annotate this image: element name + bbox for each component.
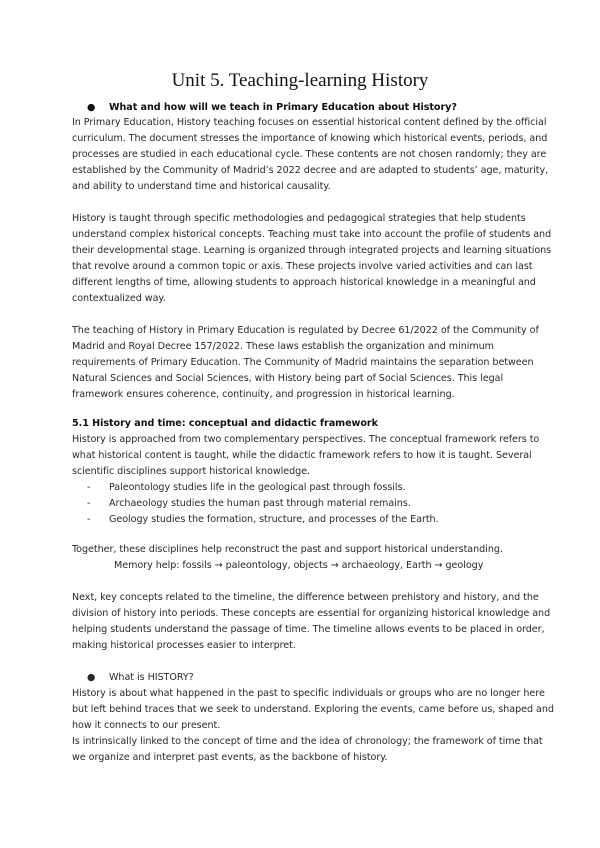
text-line: that revolve around a common topic or axis. These projects involve varied activities and can last bbox=[72, 261, 533, 272]
paragraph-3 bbox=[72, 323, 542, 403]
paragraph-4 bbox=[72, 432, 542, 528]
text-line: requirements of Primary Education. The Community of Madrid maintains the separation between bbox=[72, 357, 534, 368]
dash-icon: - bbox=[87, 482, 91, 493]
text-line: History is approached from two complementary perspectives. The conceptual framework refers to bbox=[72, 434, 540, 445]
list-item-text: Archaeology studies the human past through material remains. bbox=[109, 498, 411, 509]
section-heading bbox=[72, 100, 542, 116]
dash-icon: - bbox=[87, 514, 91, 525]
bullet-icon: ● bbox=[87, 102, 96, 113]
text-line: but left behind traces that we seek to understand. Exploring the events, came before us, shaped and bbox=[72, 704, 554, 715]
text-line: understand complex historical concepts. Teaching must take into account the profile of students and bbox=[72, 229, 552, 240]
text-line: Next, key concepts related to the timeline, the difference between prehistory and history, and the bbox=[72, 592, 539, 603]
heading-text: 5.1 History and time: conceptual and didactic framework bbox=[72, 418, 378, 429]
paragraph-5 bbox=[72, 542, 542, 574]
bullet-icon: ● bbox=[87, 672, 96, 683]
dash-icon: - bbox=[87, 498, 91, 509]
text-line: Natural Sciences and Social Sciences, with History being part of Social Sciences. This legal bbox=[72, 373, 504, 384]
text-line: scientific disciplines support historical knowledge. bbox=[72, 466, 311, 477]
memory-help: Memory help: fossils → paleontology, objects → archaeology, Earth → geology bbox=[114, 560, 484, 571]
paragraph-7 bbox=[72, 686, 554, 766]
text-line: curriculum. The document stresses the importance of knowing which historical events, periods, and bbox=[72, 133, 548, 144]
text-line: we organize and interpret past events, as the backbone of history. bbox=[72, 752, 388, 763]
text-line: Is intrinsically linked to the concept of time and the idea of chronology; the framework of time that bbox=[72, 736, 543, 747]
text-line: The teaching of History in Primary Education is regulated by Decree 61/2022 of the Community of bbox=[72, 325, 539, 336]
list-item bbox=[72, 512, 542, 528]
page-title: Unit 5. Teaching-learning History bbox=[171, 70, 429, 91]
paragraph-2 bbox=[72, 211, 552, 307]
text-line: established by the Community of Madrid’s 2022 decree and are adapted to students’ age, maturity, bbox=[72, 165, 549, 176]
text-line: making historical processes easier to interpret. bbox=[72, 640, 296, 651]
text-line: different lengths of time, allowing students to approach historical knowledge in a meaningful and bbox=[72, 277, 536, 288]
text-line: processes are studied in each educational cycle. These contents are not chosen randomly; they are bbox=[72, 149, 547, 160]
text-line: Together, these disciplines help reconstruct the past and support historical understanding. bbox=[72, 544, 503, 555]
text-line: History is taught through specific methodologies and pedagogical strategies that help students bbox=[72, 213, 526, 224]
text-line: division of history into periods. These concepts are essential for organizing historical knowledge and bbox=[72, 608, 551, 619]
section-heading bbox=[72, 416, 542, 432]
heading-text: What is HISTORY? bbox=[109, 672, 194, 683]
text-line: helping students understand the passage of time. The timeline allows events to be placed in order, bbox=[72, 624, 545, 635]
text-line: and ability to understand time and historical causality. bbox=[72, 181, 331, 192]
text-line: In Primary Education, History teaching focuses on essential historical content defined by the official bbox=[72, 117, 547, 128]
paragraph-6 bbox=[72, 590, 551, 654]
text-line: contextualized way. bbox=[72, 293, 166, 304]
text-line: History is about what happened in the past to specific individuals or groups who are no longer here bbox=[72, 688, 545, 699]
text-line: their developmental stage. Learning is organized through integrated projects and learning situations bbox=[72, 245, 552, 256]
section-heading bbox=[72, 670, 542, 686]
heading-text: What and how will we teach in Primary Education about History? bbox=[109, 102, 457, 113]
text-line: framework ensures coherence, continuity, and progression in historical learning. bbox=[72, 389, 455, 400]
text-line: how it connects to our present. bbox=[72, 720, 221, 731]
text-line: Madrid and Royal Decree 157/2022. These laws establish the organization and minimum bbox=[72, 341, 494, 352]
list-item bbox=[72, 496, 542, 512]
text-line: what historical content is taught, while the didactic framework refers to how it is taught. Several bbox=[72, 450, 532, 461]
paragraph-1 bbox=[72, 115, 549, 195]
list-item bbox=[72, 480, 542, 496]
list-item-text: Geology studies the formation, structure, and processes of the Earth. bbox=[109, 514, 439, 525]
list-item-text: Paleontology studies life in the geological past through fossils. bbox=[109, 482, 406, 493]
